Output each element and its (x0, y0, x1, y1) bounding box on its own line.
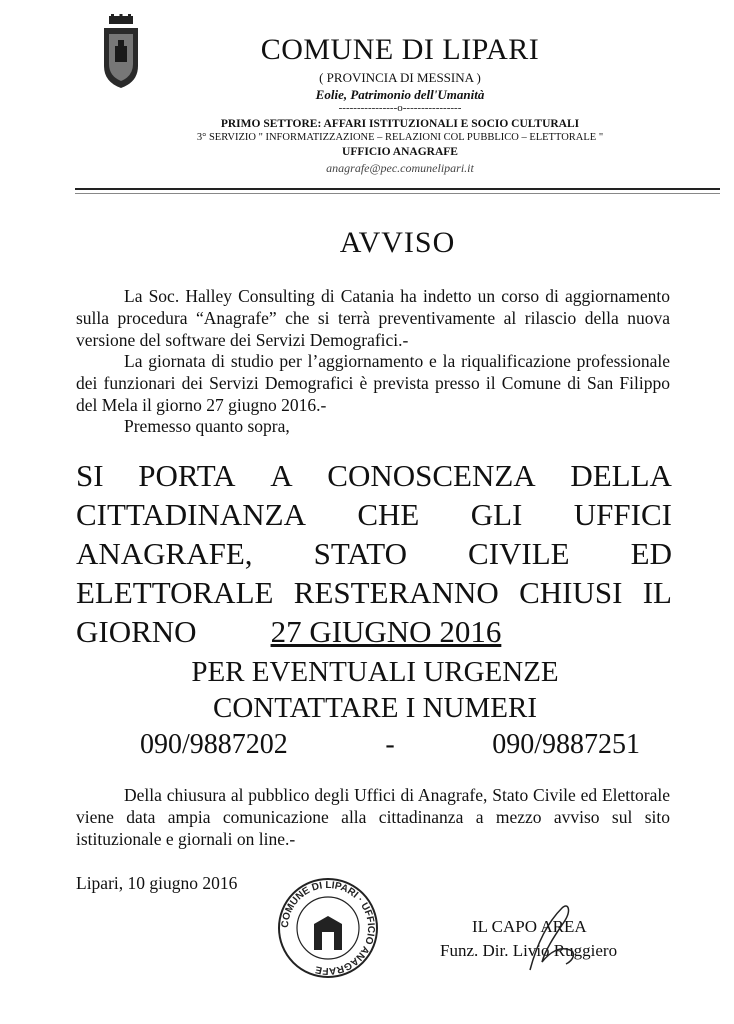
service-label: 3° SERVIZIO " INFORMATIZZAZIONE – RELAZIONI COL PUBBLICO – ELETTORALE " (196, 132, 604, 143)
office-label: UFFICIO ANAGRAFE (342, 146, 458, 158)
announcement-line-1 (76, 456, 672, 495)
paragraph-course: La Soc. Halley Consulting di Catania ha indetto un corso di aggiornamento sulla procedura “Anagrafe” che si terrà preventivamente al rilascio della nuova versione del software dei Servizi Demografici.- (76, 286, 670, 350)
signer-title: IL CAPO AREA (472, 917, 587, 936)
page-title: COMUNE DI LIPARI (260, 33, 540, 66)
announcement-word: ED (630, 536, 672, 571)
announcement-word: CHIUSI (519, 575, 623, 610)
announcement-line-3 (76, 534, 672, 573)
signature-icon (520, 900, 590, 980)
announcement-word: GIORNO (76, 614, 197, 649)
coat-of-arms-icon (100, 14, 142, 90)
announcement-word: PORTA (138, 458, 236, 493)
header-divider (75, 188, 720, 190)
announcement-line-2 (76, 495, 672, 534)
province-label: ( PROVINCIA DI MESSINA ) (319, 70, 481, 85)
header-divider-thin (75, 193, 720, 194)
phone-number-1: 090/9887202 (140, 729, 288, 760)
announcement-word: IL (642, 575, 672, 610)
sector-label: PRIMO SETTORE: AFFARI ISTITUZIONALI E SOCIO CULTURALI (220, 118, 580, 130)
motto: Eolie, Patrimonio dell'Umanità (315, 87, 485, 102)
announcement-word: ELETTORALE (76, 575, 274, 610)
announcement-word: RESTERANNO (293, 575, 499, 610)
closure-date: 27 GIUGNO 2016 (270, 614, 502, 649)
phone-numbers (140, 728, 640, 762)
stamp-text: COMUNE DI LIPARI · UFFICIO ANAGRAFE (279, 879, 377, 977)
header-separator: ----------------o---------------- (338, 102, 462, 114)
closure-announcement (76, 456, 672, 651)
notice-heading: AVVISO (339, 226, 456, 259)
announcement-word: ANAGRAFE, (76, 536, 253, 571)
place-date: Lipari, 10 giugno 2016 (76, 873, 238, 893)
paragraph-premise: Premesso quanto sopra, (124, 416, 290, 436)
announcement-word: SI (76, 458, 104, 493)
announcement-word: GLI (470, 497, 523, 532)
announcement-line-4 (76, 573, 672, 612)
announcement-word: A (270, 458, 293, 493)
announcement-word: DELLA (570, 458, 672, 493)
email-address: anagrafe@pec.comunelipari.it (326, 161, 474, 175)
announcement-line-5 (76, 612, 672, 651)
announcement-word: CHE (357, 497, 420, 532)
paragraph-communication: Della chiusura al pubblico degli Uffici di Anagrafe, Stato Civile ed Elettorale viene data ampia comunicazione alla cittadinanza a mezzo avviso sul sito istituzionale e giornali on line.- (76, 785, 670, 849)
urgent-heading: PER EVENTUALI URGENZE (191, 656, 559, 688)
urgent-subheading: CONTATTARE I NUMERI (213, 692, 537, 724)
official-stamp-icon (276, 876, 380, 980)
announcement-word: CITTADINANZA (76, 497, 306, 532)
announcement-word: UFFICI (573, 497, 672, 532)
announcement-word: CONOSCENZA (327, 458, 536, 493)
paragraph-study-day: La giornata di studio per l’aggiornamento e la riqualificazione professionale dei funzionari dei Servizi Demografici è prevista presso il Comune di San Filippo del Mela il giorno 27 giugno 2016.- (76, 351, 670, 415)
announcement-word: CIVILE (468, 536, 570, 571)
phone-number-2: 090/9887251 (492, 729, 640, 760)
phone-separator: - (385, 729, 395, 760)
signer-name: Funz. Dir. Livio Ruggiero (440, 941, 618, 960)
announcement-word: STATO (313, 536, 407, 571)
